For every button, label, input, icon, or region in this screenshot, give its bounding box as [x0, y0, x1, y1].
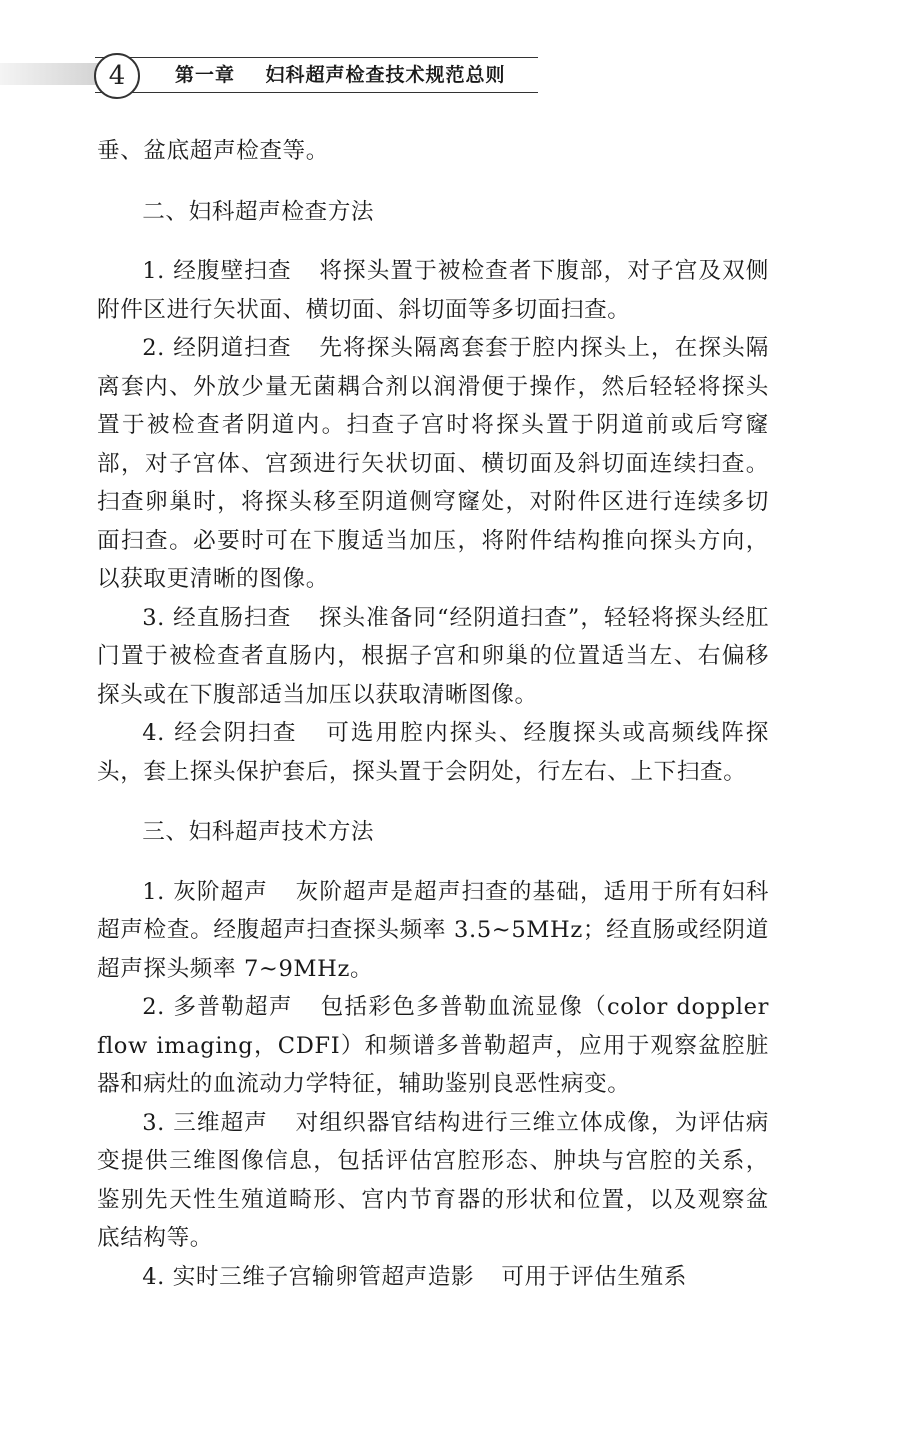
item-title: 3. 经直肠扫查 [142, 604, 292, 631]
paragraph-grayscale [97, 873, 769, 989]
section-heading-techniques: 三、妇科超声技术方法 [142, 819, 375, 845]
item-title: 3. 三维超声 [142, 1109, 269, 1136]
item-text: 灰阶超声是超声扫查的基础，适用于所有妇科超声检查。经腹超声扫查探头频率 3.5~5MHz；经直肠或经阴道超声探头频率 7~9MHz。 [97, 878, 769, 982]
intro-line: 垂、盆底超声检查等。 [97, 138, 329, 164]
page-body [97, 132, 769, 1296]
header-rule-bottom [95, 92, 538, 93]
item-title: 2. 经阴道扫查 [142, 335, 292, 361]
paragraph-transabdominal [97, 252, 769, 329]
item-text: 可选用腔内探头、经腹探头或高频线阵探头，套上探头保护套后，探头置于会阴处，行左右、上下扫查。 [97, 720, 769, 785]
item-text: 包括彩色多普勒血流显像（color doppler flow imaging，CDFI）和频谱多普勒超声，应用于观察盆腔脏器和病灶的血流动力学特征，辅助鉴别良恶性病变。 [97, 994, 769, 1097]
item-title: 1. 经腹壁扫查 [142, 258, 292, 284]
item-text: 可用于评估生殖系 [501, 1263, 687, 1290]
section-heading-methods: 二、妇科超声检查方法 [142, 198, 375, 225]
item-title: 4. 实时三维子宫输卵管超声造影 [142, 1263, 475, 1290]
item-title: 1. 灰阶超声 [142, 878, 269, 905]
paragraph-doppler [97, 988, 769, 1104]
item-text: 对组织器官结构进行三维立体成像，为评估病变提供三维图像信息，包括评估宫腔形态、肿块与宫腔的关系，鉴别先天性生殖道畸形、宫内节育器的形状和位置，以及观察盆底结构等。 [97, 1109, 769, 1251]
paragraph-transvaginal [97, 329, 769, 599]
paragraph-transperineal [97, 714, 769, 791]
header-rule-top [95, 57, 538, 58]
item-title: 4. 经会阴扫查 [142, 720, 298, 746]
paragraph-3d [97, 1104, 769, 1258]
page-number: 4 [94, 53, 140, 99]
item-text: 探头准备同“经阴道扫查”，轻轻将探头经肛门置于被检查者直肠内，根据子宫和卵巢的位置适当左、右偏移探头或在下腹部适当加压以获取清晰图像。 [97, 604, 769, 708]
item-text: 先将探头隔离套套于腔内探头上，在探头隔离套内、外放少量无菌耦合剂以润滑便于操作，然后轻轻将探头置于被检查者阴道内。扫查子宫时将探头置于阴道前或后穹窿部，对子宫体、宫颈进行矢状切面、横切面及斜切面连续扫查。扫查卵巢时，将探头移至阴道侧穹窿处，对附件区进行连续多切面扫查。必要时可在下腹适当加压，将附件结构推向探头方向，以获取更清晰的图像。 [97, 335, 769, 592]
paragraph-3d-hycosy [97, 1258, 769, 1297]
paragraph-transrectal [97, 599, 769, 715]
item-text: 将探头置于被检查者下腹部，对子宫及双侧附件区进行矢状面、横切面、斜切面等多切面扫查。 [97, 258, 769, 323]
item-title: 2. 多普勒超声 [142, 994, 293, 1020]
chapter-title: 第一章 妇科超声检查技术规范总则 [175, 64, 506, 86]
